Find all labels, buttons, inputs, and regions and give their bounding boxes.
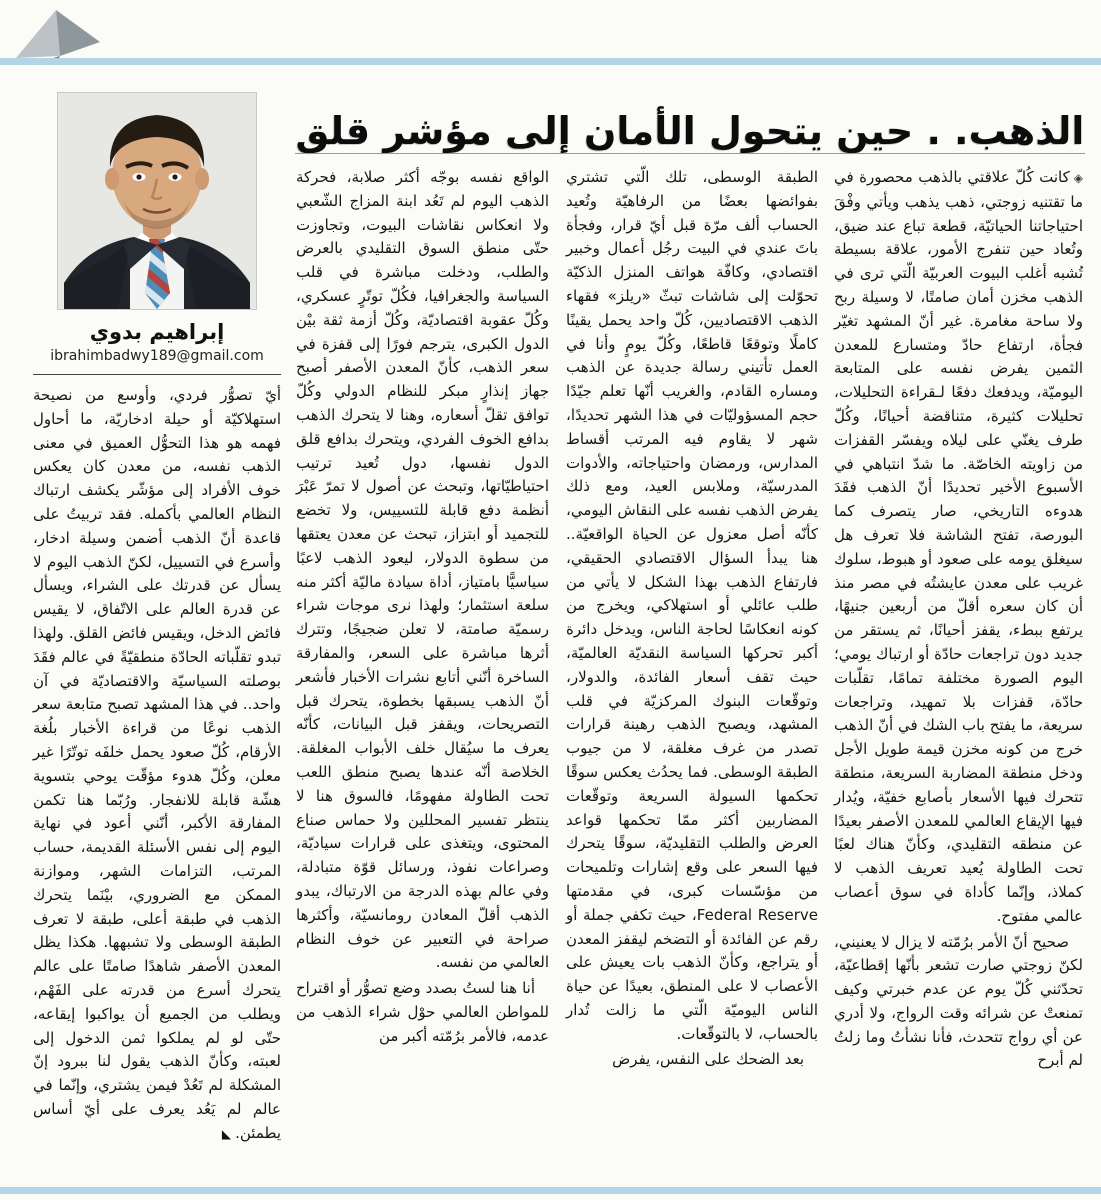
top-rule: [0, 58, 1101, 65]
paragraph-text: أيّ تصوُّر فردي، وأوسع من نصيحة استهلاكيّة أو حيلة ادخاريّة، ما أحاول فهمه هو هذا التحوُّل العميق في معنى الذهب نفسه، من معدن كان يعكس خوف الأفراد إلى مؤشّر يكشف ارتباك النظام العالمي بأكمله. فقد تربيتُ على قاعدة أنّ الذهب أضمن وسيلة ادخار، وأسرع في التسييل، لكنّ الذهب اليوم لا يسأل عن قدرتك على الشراء، ويسأل عن قدرة العالم على الاتّفاق، لا يقيس فائض الدخل، ويقيس فائض القلق. ولهذا تبدو تقلّباته الحادّة منطقيّةً في عالم فقَدَ بوصلته السياسيّة والاقتصاديّة في آن واحد.. في هذا المشهد تصبح متابعة سعر الذهب نوعًا من قراءة الأخبار بلُغة الأرقام، كُلّ صعود يحمل خلفَه توتّرًا غير معلن، وكُلّ هدوء مؤقّت يوحي بتسوية هشّة قابلة للانفجار. ورُبّما هنا تكمن المفارقة الأكبر، أنّني أعود في نهاية اليوم إلى نفس الأسئلة القديمة، حساب المرتب، التزامات الشهر، وموازنة الممكن مع الضروري، بيْنَما يتحرك الذهب في طبقة أعلى، طبقة لا تعرف الطبقة الوسطى ولا تشبهها. هكذا يظل المعدن الأصفر شاهدًا صامتًا على عالم يتحرك أسرع من قدرته على الفَهْم، ويطلب من الجميع أن يواكبوا إيقاعه، حتّى لو لم يملكوا ثمن الدخول إلى لعبته، وكأنّ الذهب يقول لنا ببرود إنّ المشكلة لم تَعُدْ فيمن يشتري، وإنّما في عالم لم يَعُد يعرف على أيّ أساس يطمئن.: [33, 386, 281, 1142]
article-column-3: [296, 166, 549, 1048]
author-name: إبراهيم بدوي: [89, 320, 225, 344]
article-start-ornament-icon: ◈: [1073, 171, 1083, 185]
author-email: ibrahimbadwy189@gmail.com: [33, 348, 281, 375]
paragraph: [834, 166, 1083, 929]
bottom-rule: [0, 1187, 1101, 1194]
paragraph: الواقع نفسه بوجّه أكثر صلابة، فحركة الذهب اليوم لم تَعُد ابنة المزاج الشّعبي ولا انعكاس نقاشات البيوت، وتجاوزت حتّى منطق السوق التقليدي بالعرض والطلب، ودخلت مباشرة في قلب السياسة والجغرافيا، فكُلّ توتّرٍ عسكري، وكُلّ عقوبة اقتصاديّة، وكُلّ أزمة ثقة بيْن الدول الكبرى، يترجم فورًا إلى قفزة في سعر الذهب، كأنّ المعدن الأصفر أصبح جهاز إنذارٍ مبكر للنظام الدولي وكُلّ توافق تقلّ أسعاره، وهنا لا يتحرك الذهب بدافع الخوف الفردي، ويتحرك بدافع قلق الدول نفسها، دول تُعيد ترتيب احتياطيّاتها، وتبحث عن أصول لا تمرّ عَبْرَ أنظمة دفع قابلة للتسييس، ولا تخضع للتجميد أو ابتزاز، تبحث عن معدن يعتقها من سطوة الدولار، ليعود الذهب لاعبًا سياسيًّا بامتياز، أداة سيادة ماليّة أكثر منه سلعة استثمار؛ ولهذا نرى موجات شراء رسميّة صامتة، لا تعلن ضجيجًا، وتترك أثرها مباشرة على السعر، والمفارقة الساخرة أنّني أتابع نشرات الأخبار فأشعر أنّ الذهب يسبقها بخطوة، يتحرك قبل التصريحات، ويقفز قبل البيانات، كأنّه يعرف ما سيُقال خلف الأبواب المغلقة. الخلاصة أنّه عندها يصبح منطق اللعب تحت الطاولة مفهومًا، فالسوق هنا لا ينتظر تفسير المحللين ولا حماس صناع المحتوى، ويتغذى على قرارات سياديّة، وصراعات نفوذ، ورسائل قوّة متبادلة، وفي عالم بهذه الدرجة من الارتباك، يبدو الذهب أقلّ المعادن رومانسيّة، وأكثرها صراحة في التعبير عن خوف النظام العالمي من نفسه.: [296, 168, 549, 972]
article-column-1: [834, 166, 1083, 1073]
article-column-4: [33, 384, 281, 1147]
paragraph: الطبقة الوسطى، تلك الّتي تشتري بفوائضها بعضًا من الرفاهيّة وتُعيد الحساب ألف مرّة قبل أيّ قرار، وفجأة باتَ عندي في البيت رجُل أعمال وخبير اقتصادي، وكافّة هواتف المنزل الذكيّة تحوّلت إلى شاشات تبثّ «ريلز» فقهاء الذهب الاقتصاديين، كُلّ واحد يحمل يقينًا كاملًا وتوقعًا قاطعًا، وكُلّ يومٍ وأنا في العمل تأتيني رسالة جديدة عن الذهب ومساره القادم، والغريب أنّها تعلم جيّدًا حجم المسؤوليّات في هذا الشهر تحديدًا، شهر لا يقاوم فيه المرتب أقساط المدارس، ورمضان واحتياجاته، والأدوات المدرسيّة، وملابس العيد، ومع ذلك يفرض الذهب نفسه على النقاش اليومي، كأنّه أصل معزول عن الحياة الواقعيّة.. هنا يبدأ السؤال الاقتصادي الحقيقي، فارتفاع الذهب بهذا الشكل لا يأتي من طلب عائلي أو استهلاكي، ويخرج من كونه انعكاسًا لحاجة الناس، ويدخل دائرة أكبر تحركها السياسة النقديّة العالميّة، حيث تقف أسعار الفائدة، والدولار، وتوقّعات البنوك المركزيّة في قلب المشهد، ويصبح الذهب رهينة قرارات تصدر من غرف مغلقة، لا من جيوب الطبقة الوسطى. فما يحدُث يعكس سوقًا تحكمها السيولة السريعة وتوقّعات المضاربين أكثر ممّا تحكمها قواعد العرض والطلب التقليديّة، سوقًا يتحرك فيها السعر على وقع إشارات وتلميحات من مؤسّسات كبرى، في مقدمتها Federal Reserve، حيث تكفي جملة أو رقم عن الفائدة أو التضخم ليقفز المعدن أو يتراجع، وكأنّ الذهب بات يعيش على الأعصاب لا على المنطق، بعيدًا عن حياة الناس اليوميّة الّتي ما زالت تُدار بالحساب، لا بالتوقّعات.: [566, 168, 819, 1043]
article-end-ornament-icon: ◣: [221, 1126, 232, 1141]
author-photo: [57, 92, 257, 310]
paragraph: صحيح أنّ الأمر برُمّته لا يزال لا يعنيني، لكنّ زوجتي صارت تشعر بأنّها إقطاعيّة، تحدّثني كُلّ يوم عن عدم خبرتي وكيف تمنعتْ عن شرائه وقت الرواج، ولا أدري عن أي رواج تتحدث، فأنا نشأتُ وما زلتُ لم أبرح: [834, 932, 1083, 1070]
paragraph: أنا هنا لستُ بصدد وضع تصوُّر أو اقتراح للمواطن العالمي حوْل شراء الذهب من عدمه، فالأمر برُمّته أكبر من: [296, 979, 549, 1045]
article-column-2: [566, 166, 818, 1072]
paragraph: بعد الضحك على النفس، يفرض: [612, 1050, 804, 1069]
masthead-logo-icon: [10, 4, 102, 66]
headline-rule: [295, 153, 1085, 154]
paragraph-text: كانت كُلّ علاقتي بالذهب محصورة في ما تقتنيه زوجتي، ذهب يذهب ويأتي وفْقَ احتياجاتنا الحياتيّة، قطعة تباع عند ضيق، وتُعاد حين تنفرج الأمور، علاقة بسيطة تُشبه أغلب البيوت العربيّة الّتي ترى في الذهب مخزن أمان صامتًا، لا وسيلة ربح ولا ساحة مغامرة. غير أنّ المشهد تغيّر فجأة، ارتفاع حادّ ومتسارع للمعدن الثمين يفرض نفسه على المتابعة اليوميّة، ويدفعك دفعًا لـقراءة التحليلات، تحليلات كثيرة، متناقضة أحيانًا، وكُلّ طرف يغنّي على ليلاه ويفسّر القفزات من زاويته الخاصّة. ما شدّ انتباهي في الأسبوع الأخير تحديدًا أنّ الذهب فقَدَ هدوءه التاريخي، صار يتصرف كما البورصة، تفتح الشاشة فلا تعرف هل سيغلق يومه على صعود أو هبوط، سلوك غريب على معدن عايشتُه في مصر منذ أن كان سعره أقلّ من أربعين جنيهًا، يرتفع ببطء، يقفز أحيانًا، ثم يستقر من جديد دون تراجعات حادّة أو ارتباك يومي؛ اليوم الصورة مختلفة تمامًا، تقلّبات حادّة، قفزات بلا تمهيد، وتراجعات سريعة، ما يفتح باب الشك في أنّ الذهب خرج من كونه مخزن قيمة طويل الأجل ودخل منطقة المضاربة السريعة، منطقة تتحرك فيها الأسعار بأصابع خفيّة، ويُدار فيها الإيقاع العالمي للمعدن الأصفر بعيدًا عن منطقه التقليدي، وكأنّ هناك لعبًا تحت الطاولة يُعيد تعريف الذهب لا كملاذ، وإنّما كأداة في سوق أعصاب عالمي مفتوح.: [834, 168, 1083, 925]
author-portrait-illustration: [58, 93, 256, 309]
author-block: [33, 92, 281, 375]
masthead-logo-svg: [10, 4, 102, 66]
page-title: الذهب. . حين يتحول الأمان إلى مؤشر قلق: [295, 109, 1085, 154]
paragraph: [33, 384, 281, 1147]
